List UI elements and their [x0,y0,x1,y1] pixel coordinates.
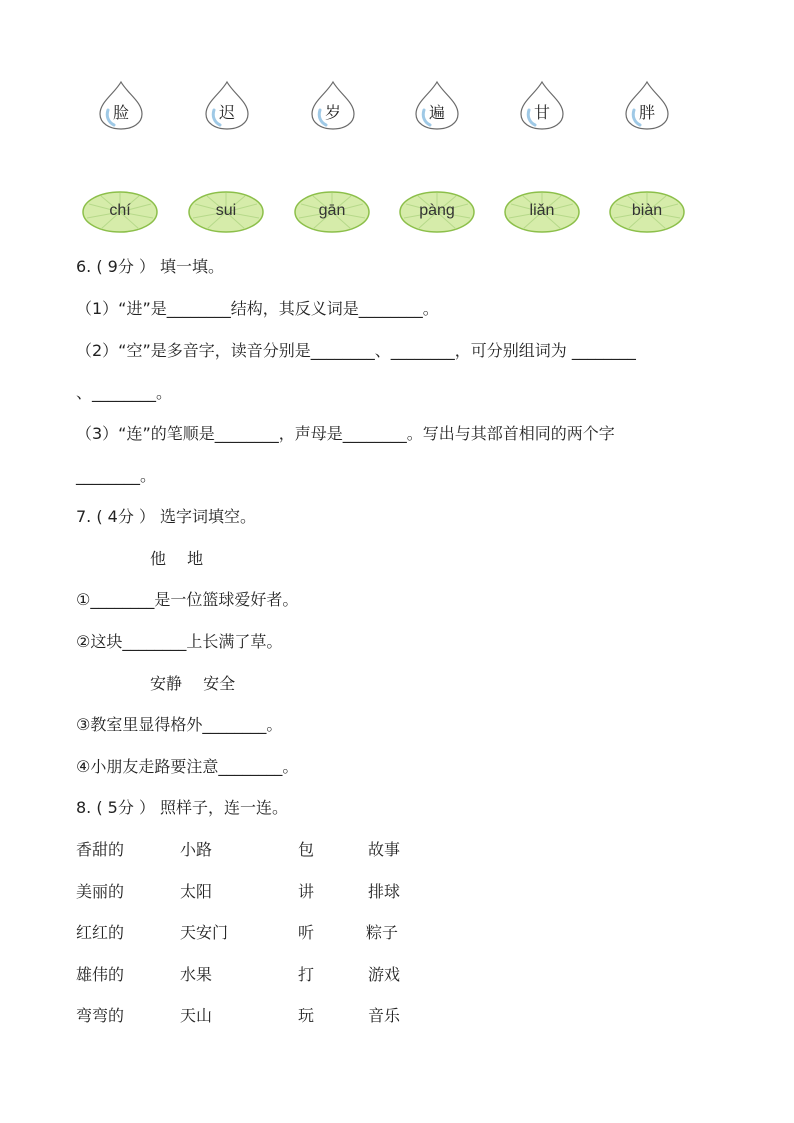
match-noun: 太阳 [180,882,213,901]
leaf-card [81,190,159,234]
match-verb: 讲 [298,882,315,901]
leaf-card [608,190,686,234]
q6-line-1: （1）“进”是________结构，其反义词是________。 [76,299,439,318]
q7-options-1: 他 地 [150,549,204,568]
match-adjective: 弯弯的 [76,1006,125,1025]
leaf-card [293,190,371,234]
drop-card [98,80,144,130]
leaf-card [187,190,265,234]
pinyin-label: chí [109,202,131,219]
match-object: 音乐 [368,1006,401,1025]
leaf-card [398,190,476,234]
drop-character: 胖 [638,103,655,122]
match-noun: 水果 [180,965,213,984]
match-noun: 天安门 [180,923,229,942]
match-adjective: 美丽的 [76,882,125,901]
pinyin-label: gān [318,202,346,219]
drop-card [414,80,460,130]
match-object: 排球 [368,882,401,901]
drop-character: 岁 [324,103,341,122]
match-verb: 打 [298,965,315,984]
match-noun: 天山 [180,1006,213,1025]
drop-character: 甘 [533,103,550,122]
pinyin-label: biàn [631,202,663,219]
q7-sentence-4: ④小朋友走路要注意________。 [76,757,299,776]
q7-sentence-1: ①________是一位篮球爱好者。 [76,590,299,609]
drop-card [310,80,356,130]
drop-character: 脸 [112,103,129,122]
match-object: 游戏 [368,965,401,984]
pinyin-label: pàng [419,202,455,219]
q6-line-4: （3）“连”的笔顺是________，声母是________。写出与其部首相同的两个字 [76,424,615,443]
match-object: 粽子 [366,923,399,942]
pinyin-label: sui [215,202,237,219]
q7-sentence-3: ③教室里显得格外________。 [76,715,283,734]
q6-title: 6. ( 9分 ） 填一填。 [76,257,225,276]
q7-options-2: 安静 安全 [150,674,236,693]
q6-line-2: （2）“空”是多音字，读音分别是________、________，可分别组词为 ________ [76,341,636,360]
match-noun: 小路 [180,840,213,859]
match-adjective: 香甜的 [76,840,125,859]
q8-title: 8. ( 5分 ） 照样子，连一连。 [76,798,289,817]
match-verb: 玩 [298,1006,315,1025]
drop-card [204,80,250,130]
q7-title: 7. ( 4分 ） 选字词填空。 [76,507,257,526]
q6-line-5: ________。 [76,466,157,485]
q7-sentence-2: ②这块________上长满了草。 [76,632,283,651]
drop-card [519,80,565,130]
drop-character: 迟 [218,103,235,122]
drop-card [624,80,670,130]
match-adjective: 雄伟的 [76,965,125,984]
match-adjective: 红红的 [76,923,125,942]
match-object: 故事 [368,840,401,859]
drop-character: 遍 [428,103,445,122]
match-verb: 包 [298,840,315,859]
q6-line-3: 、________。 [76,383,173,402]
pinyin-label: liǎn [529,202,555,219]
leaf-card [503,190,581,234]
match-verb: 听 [298,923,315,942]
